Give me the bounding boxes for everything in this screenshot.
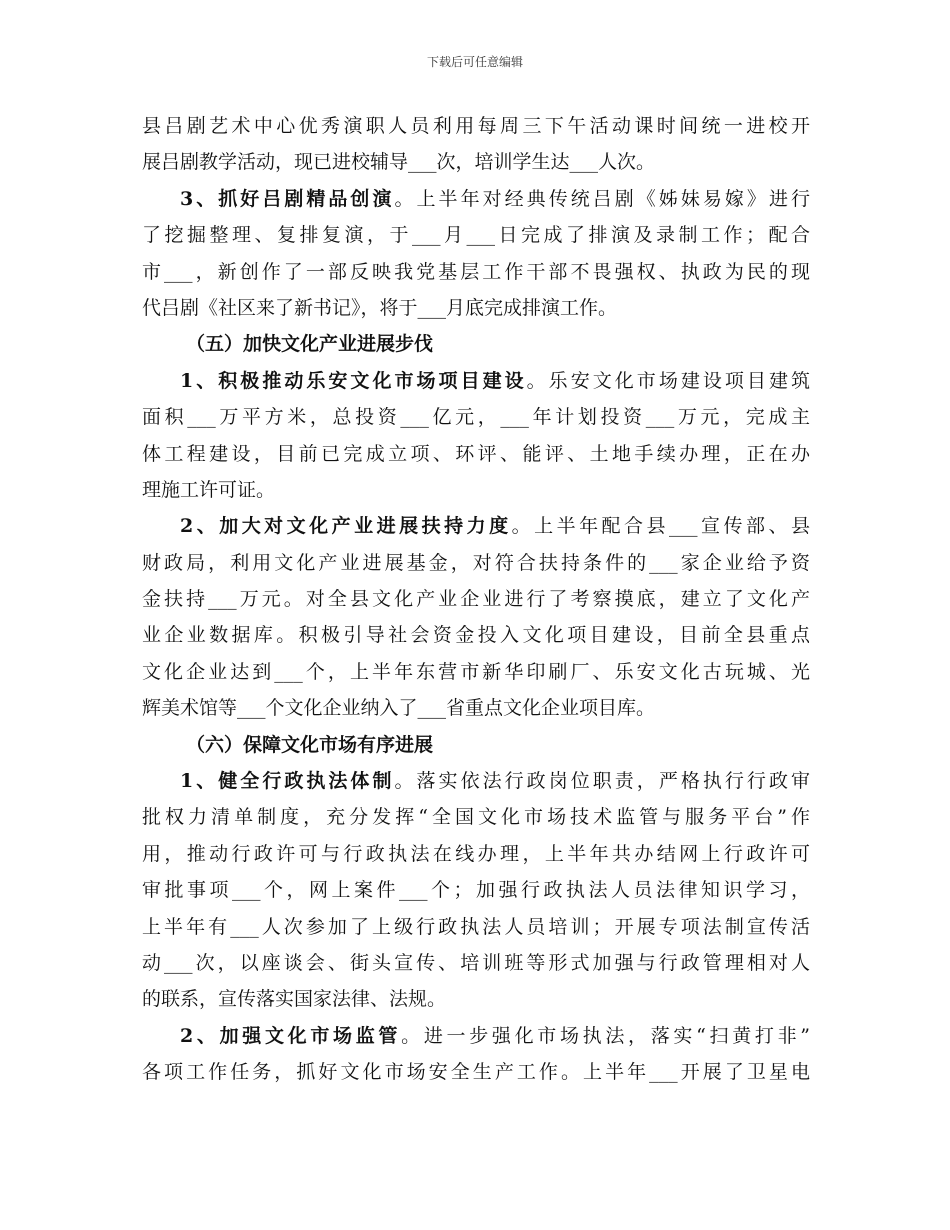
- text-line: 金扶持___万元。对全县文化产业企业进行了考察摸底，建立了文化产: [142, 588, 810, 611]
- text-line: 辉美术馆等___个文化企业纳入了___省重点文化企业项目库。: [142, 697, 656, 720]
- text-line: 各项工作任务，抓好文化市场安全生产工作。上半年___开展了卫星电: [142, 1061, 810, 1084]
- text-line: 展吕剧教学活动，现已进校辅导___次，培训学生达___人次。: [142, 151, 656, 174]
- section-heading: （五）加快文化产业进展步伐: [186, 333, 434, 356]
- document-body: [142, 108, 810, 1091]
- text-line: 文化企业达到___个，上半年东营市新华印刷厂、乐安文化古玩城、光: [142, 660, 810, 683]
- text-line: 体工程建设，目前已完成立项、环评、能评、土地手续办理，正在办: [142, 442, 810, 465]
- text-line: 县吕剧艺术中心优秀演职人员利用每周三下午活动课时间统一进校开: [142, 115, 810, 137]
- section-heading: （六）保障文化市场有序进展: [186, 733, 434, 756]
- subsection-heading: 2、加强文化市场监管: [180, 1024, 402, 1047]
- text-line: 的联系，宣传落实国家法律、法规。: [142, 988, 447, 1011]
- subsection-heading-line: 2、加强文化市场监管。进一步强化市场执法，落实“扫黄打非”: [180, 1024, 810, 1047]
- subsection-heading-line: 3、抓好吕剧精品创演。上半年对经典传统吕剧《姊妹易嫁》进行: [180, 187, 810, 210]
- subsection-heading-line: 1、积极推动乐安文化市场项目建设。乐安文化市场建设项目建筑: [180, 369, 810, 392]
- text-line: 了挖掘整理、复排复演，于___月___日完成了排演及录制工作；配合: [142, 224, 810, 247]
- text-line: 审批事项___个，网上案件___个；加强行政执法人员法律知识学习，: [142, 879, 810, 902]
- text-line: 批权力清单制度，充分发挥“全国文化市场技术监管与服务平台”作: [142, 806, 810, 829]
- subsection-heading: 2、加大对文化产业进展扶持力度: [180, 515, 512, 538]
- text-line: 动___次，以座谈会、街头宣传、培训班等形式加强与行政管理相对人: [142, 951, 810, 974]
- subsection-heading-line: 1、健全行政执法体制。落实依法行政岗位职责，严格执行行政审: [180, 770, 810, 793]
- text-line: 财政局，利用文化产业进展基金，对符合扶持条件的___家企业给予资: [142, 551, 810, 574]
- text-line: 上半年有___人次参加了上级行政执法人员培训；开展专项法制宣传活: [142, 915, 810, 938]
- text-line: 用，推动行政许可与行政执法在线办理，上半年共办结网上行政许可: [142, 842, 810, 865]
- text-line: 理施工许可证。: [142, 478, 276, 501]
- text-line: 面积___万平方米，总投资___亿元，___年计划投资___万元，完成主: [142, 406, 810, 429]
- subsection-heading: 1、积极推动乐安文化市场项目建设: [180, 369, 527, 392]
- subsection-heading-line: 2、加大对文化产业进展扶持力度。上半年配合县___宣传部、县: [180, 515, 810, 538]
- page-header: 下载后可任意编辑: [426, 55, 523, 69]
- subsection-heading: 1、健全行政执法体制: [180, 770, 395, 793]
- text-line: 业企业数据库。积极引导社会资金投入文化项目建设，目前全县重点: [142, 624, 810, 647]
- subsection-heading: 3、抓好吕剧精品创演: [180, 187, 395, 210]
- text-line: 市___，新创作了一部反映我党基层工作干部不畏强权、执政为民的现: [142, 260, 810, 283]
- text-line: 代吕剧《社区来了新书记》，将于___月底完成排演工作。: [142, 296, 618, 319]
